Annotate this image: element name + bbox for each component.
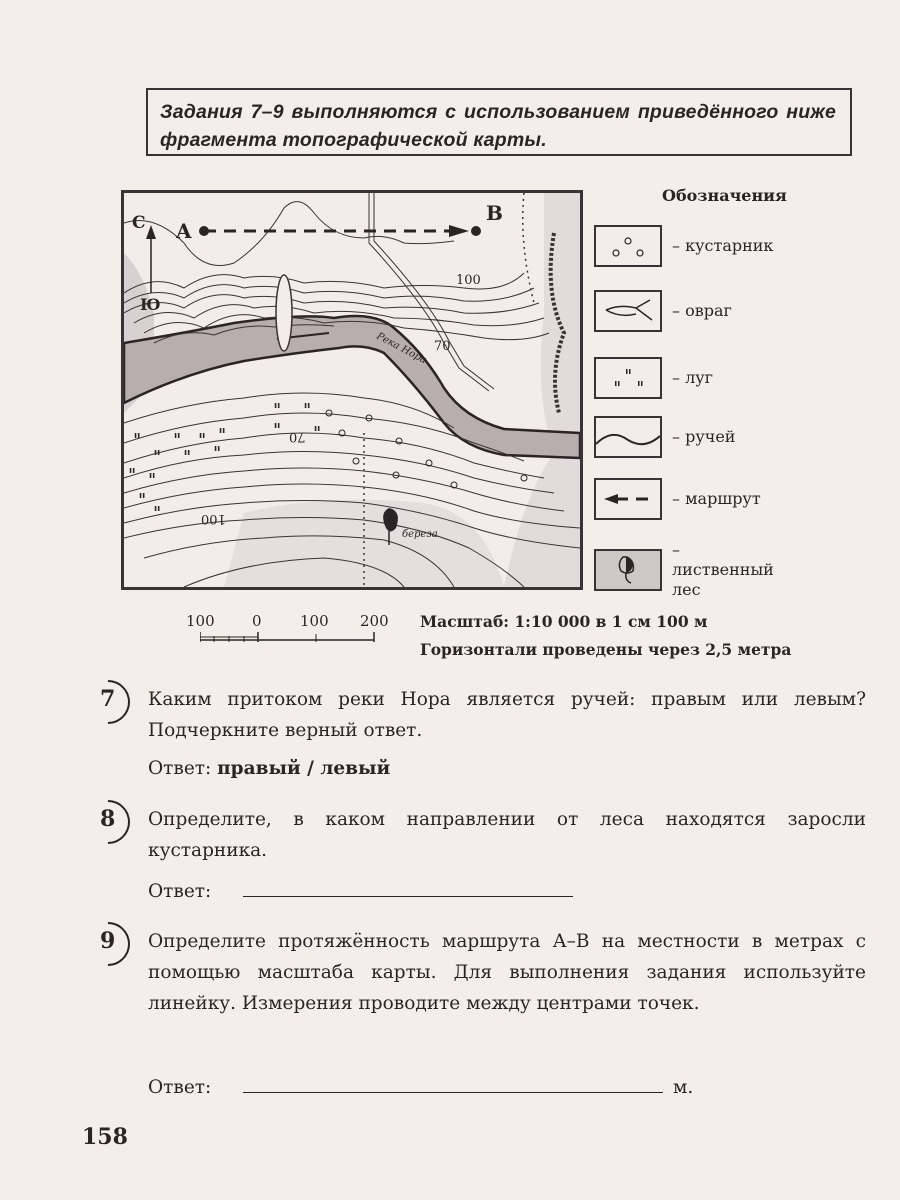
svg-text:ıı: ıı [184, 448, 191, 458]
scale-text: Масштаб: 1:10 000 в 1 см 100 м [420, 612, 708, 631]
svg-text:ıı: ıı [304, 401, 311, 411]
scale-tick-100-left: 100 [186, 612, 215, 630]
north-label: С [132, 213, 146, 233]
deciduous-forest-icon [594, 549, 662, 591]
route-arrow-icon [594, 478, 662, 520]
legend-title: Обозначения [662, 186, 787, 205]
page-number: 158 [82, 1124, 128, 1150]
contour-label-100-south: 100 [201, 511, 226, 526]
task-9-answer-field[interactable] [243, 1074, 663, 1093]
legend-item-ravine: – овраг [594, 290, 732, 332]
task-7-number: 7 [100, 686, 116, 712]
ravine-icon [594, 290, 662, 332]
task-8-answer: Ответ: [148, 878, 577, 902]
meadow-icon [594, 357, 662, 399]
shrub-icon [594, 225, 662, 267]
legend-item-route: – маршрут [594, 478, 761, 520]
task-7-answer-options[interactable]: правый / левый [217, 758, 391, 779]
legend-item-forest: – лиственный лес [594, 540, 782, 600]
scale-tick-100: 100 [300, 612, 329, 630]
svg-text:ıı: ıı [154, 448, 161, 458]
svg-text:ıı: ıı [314, 424, 321, 434]
svg-text:ıı: ıı [139, 491, 146, 501]
contour-interval-text: Горизонтали проведены через 2,5 метра [420, 640, 792, 659]
task-8-number: 8 [100, 806, 116, 832]
forest-label: береза [402, 529, 438, 540]
legend-item-meadow: – луг [594, 357, 713, 399]
task-9-unit: м. [673, 1077, 694, 1098]
svg-text:ıı: ıı [219, 426, 226, 436]
point-b-label: B [486, 201, 503, 225]
svg-text:ıı: ıı [149, 471, 156, 481]
stream-icon [594, 416, 662, 458]
task-8-text: Определите, в каком направлении от леса находятся заросли кустарника. [148, 809, 866, 861]
task-9-text: Определите протяжённость маршрута А–В на местности в метрах с помощью масштаба карты. Для выполнения задания используйте линейку. Измерения проводите между центрами точек. [148, 931, 866, 1014]
svg-text:ıı: ıı [274, 401, 281, 411]
legend-item-shrub: – кустарник [594, 225, 773, 267]
topographic-map [121, 190, 583, 590]
svg-text:ıı: ıı [129, 466, 136, 476]
south-label: Ю [140, 295, 161, 314]
task-7-text: Каким притоком реки Нора является ручей: правым или левым? Подчеркните верный ответ. [148, 689, 866, 741]
instruction-box [146, 88, 852, 156]
contour-label-70-south: 70 [289, 429, 306, 444]
instruction-text: Задания 7–9 выполняются с использованием приведённого ниже фрагмента топографической карты. [160, 101, 836, 151]
svg-text:ıı: ıı [174, 431, 181, 441]
svg-text:ıı: ıı [214, 444, 221, 454]
contour-label-100-north: 100 [456, 273, 481, 288]
task-7-answer: Ответ: правый / левый [148, 758, 391, 779]
map-contours [124, 193, 580, 587]
river-label: Река Нора [374, 330, 429, 367]
scale-bar [200, 630, 380, 644]
task-9-answer: Ответ: м. [148, 1074, 693, 1098]
svg-text:ıı: ıı [134, 431, 141, 441]
svg-text:ıı: ıı [199, 431, 206, 441]
task-8-answer-field[interactable] [243, 878, 573, 897]
svg-text:ıı: ıı [274, 421, 281, 431]
scale-tick-200: 200 [360, 612, 389, 630]
scale-tick-0: 0 [252, 612, 262, 630]
svg-text:ıı: ıı [154, 504, 161, 514]
legend-item-stream: – ручей [594, 416, 735, 458]
task-9-number: 9 [100, 928, 116, 954]
point-a-label: A [176, 219, 192, 243]
contour-label-70-north: 70 [434, 339, 451, 354]
